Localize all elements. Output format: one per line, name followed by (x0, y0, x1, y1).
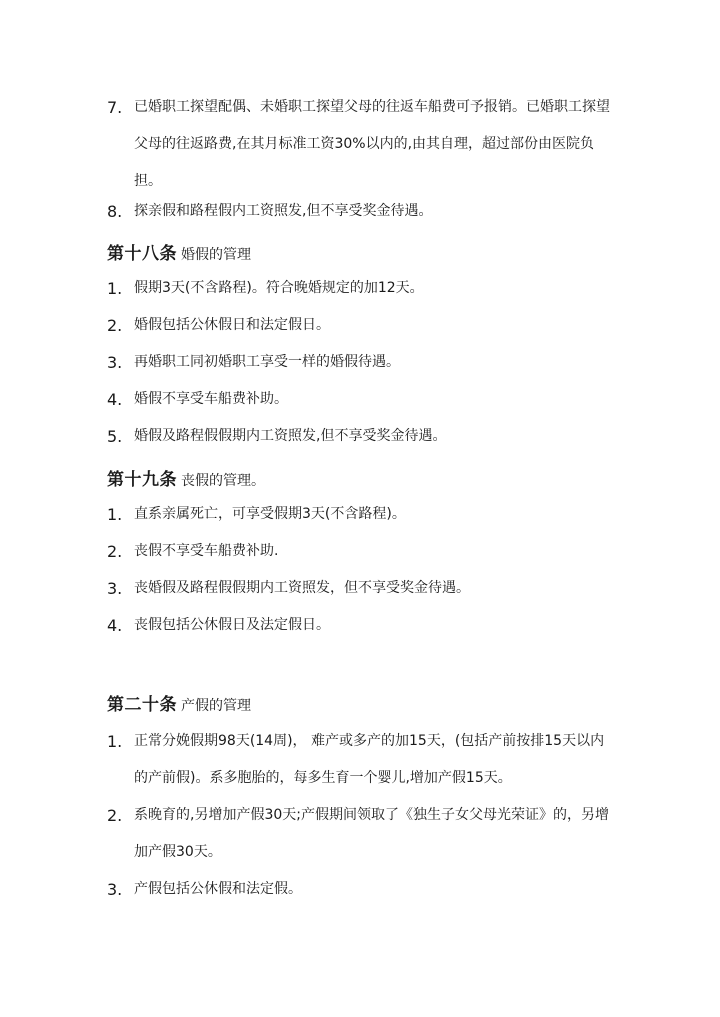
section-title: 婚假的管理 (181, 247, 251, 263)
list-item (107, 533, 617, 570)
list-item (107, 89, 617, 200)
item-text: 假期3天(不含路程)。符合晚婚规定的加12天。 (134, 280, 424, 296)
list-item (107, 193, 617, 230)
item-number: 2. (107, 806, 123, 825)
item-text: 正常分娩假期98天(14周)， 难产或多产的加15天，(包括产前按排15天以内的产前假)。系多胞胎的，每多生育一个婴儿,增加产假15天。 (134, 733, 605, 786)
section-title: 丧假的管理。 (181, 473, 265, 489)
list-item (107, 344, 617, 381)
article-number: 第十九条 (107, 470, 177, 490)
item-number: 3. (107, 579, 123, 598)
list-item (107, 723, 617, 797)
item-number: 3. (107, 353, 123, 372)
item-text: 丧假包括公休假日及法定假日。 (134, 617, 330, 633)
item-number: 8. (107, 202, 123, 221)
item-text: 直系亲属死亡，可享受假期3天(不含路程)。 (134, 506, 406, 522)
article-number: 第二十条 (107, 695, 177, 715)
list-item (107, 307, 617, 344)
item-text: 丧假不享受车船费补助. (134, 543, 279, 559)
list-item (107, 418, 617, 455)
list-item (107, 270, 617, 307)
section-heading (107, 465, 265, 490)
item-text: 婚假及路程假假期内工资照发,但不享受奖金待遇。 (134, 428, 447, 444)
item-text: 婚假不享受车船费补助。 (134, 391, 288, 407)
list-item (107, 381, 617, 418)
list-item (107, 797, 617, 871)
item-number: 3. (107, 880, 123, 899)
item-text: 探亲假和路程假内工资照发,但不享受奖金待遇。 (134, 203, 433, 219)
item-text: 丧婚假及路程假假期内工资照发，但不享受奖金待遇。 (134, 580, 470, 596)
list-item (107, 496, 617, 533)
article-number: 第十八条 (107, 244, 177, 264)
section-heading (107, 690, 251, 715)
item-text: 再婚职工同初婚职工享受一样的婚假待遇。 (134, 354, 400, 370)
item-number: 1. (107, 505, 123, 524)
item-text: 已婚职工探望配偶、未婚职工探望父母的往返车船费可予报销。已婚职工探望父母的往返路费,在其月标准工资30%以内的,由其自理，超过部份由医院负担。 (134, 99, 610, 189)
item-text: 系晚育的,另增加产假30天;产假期间领取了《独生子女父母光荣证》的，另增加产假30天。 (134, 807, 609, 860)
item-number: 1. (107, 279, 123, 298)
item-number: 4. (107, 390, 123, 409)
item-number: 2. (107, 542, 123, 561)
list-item (107, 570, 617, 607)
section-heading (107, 239, 251, 264)
list-item (107, 607, 617, 644)
item-text: 产假包括公休假和法定假。 (134, 881, 302, 897)
section-title: 产假的管理 (181, 698, 251, 714)
item-text: 婚假包括公休假日和法定假日。 (134, 317, 330, 333)
list-item (107, 871, 617, 908)
item-number: 5. (107, 427, 123, 446)
item-number: 2. (107, 316, 123, 335)
item-number: 4. (107, 616, 123, 635)
item-number: 1. (107, 732, 123, 751)
item-number: 7. (107, 98, 123, 117)
